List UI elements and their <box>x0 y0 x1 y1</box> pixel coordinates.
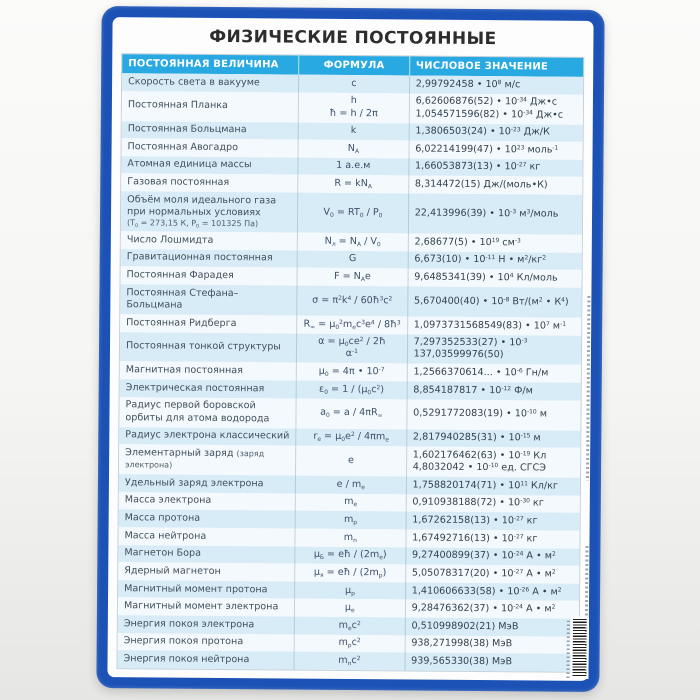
table-row <box>119 444 580 478</box>
table-row <box>121 191 582 235</box>
constant-formula: $\mu_e$ <box>294 599 406 618</box>
constant-name: Электрическая постоянная <box>125 381 265 395</box>
imprint-vertical-text <box>586 296 590 481</box>
constant-formula: $\sigma = \pi^2k^4$ / $60ħ^3c^2$ <box>296 286 408 317</box>
constant-formula: $m_ec^2$ <box>294 617 406 636</box>
constant-name: Масса протона <box>124 512 201 524</box>
constant-value: 6,62606876(52) • $10^{-34}$ Дж•с 1,054571596(82) • $10^{-34}$ Дж•с <box>415 95 564 121</box>
constant-formula: $\mu_я$ = eħ / $(2m_p)$ <box>294 564 406 583</box>
constant-formula: 1 а.е.м <box>297 157 409 176</box>
constant-formula: h ħ = h / 2π <box>298 92 410 123</box>
constant-name: Постоянная Авогадро <box>127 141 239 153</box>
constant-value: 1,2566370614... • $10^{-6}$ Гн/м <box>413 366 549 379</box>
constant-formula: $\alpha = \mu_0ce^2$ / 2ħ $\alpha^{-1}$ <box>296 333 408 364</box>
constant-value: 0,910938188(72) • $10^{-30}$ кг <box>412 496 544 509</box>
constant-value: 8,854187817 • $10^{-12}$ Ф/м <box>413 384 533 397</box>
constant-name: Постоянная Больцмана <box>127 123 247 136</box>
column-header-formula: ФОРМУЛА <box>298 56 410 76</box>
table-row <box>117 651 578 672</box>
constant-name: Постоянная тонкой структуры <box>125 340 281 353</box>
constant-name: Гравитационная постоянная <box>126 251 273 264</box>
constant-name: Энергия покоя протона <box>123 635 244 648</box>
constant-formula: $\mu_0 = 4\pi$ • $10^{-7}$ <box>296 363 408 382</box>
constant-value: 2,99792458 • $10^8$ м/с <box>415 78 521 90</box>
constant-name: Постоянная Стефана–Больцмана <box>126 286 239 311</box>
constant-formula: $F = N_Ae$ <box>297 268 409 287</box>
constant-name: Объём моля идеального газа при нормальных условиях ($T_0 = 273,15$ К, $P_0 = 101325$ Па) <box>126 193 277 230</box>
constant-value: 1,0973731568549(83) • $10^7$ $м^{-1}$ <box>413 319 567 332</box>
constant-formula: $r_e = \mu_0e^2 / 4\pi m_e$ <box>295 428 407 447</box>
constant-formula: $m_pc^2$ <box>294 634 406 653</box>
constant-value: 1,66053873(13) • $10^{-27}$ кг <box>415 160 541 173</box>
constant-formula: $m_n$ <box>295 529 407 548</box>
constant-name: Масса нейтрона <box>124 529 207 542</box>
constant-value: 6,673(10) • $10^{-11}$ Н • $м^2/кг^2$ <box>414 253 547 266</box>
constant-value: 1,67262158(13) • $10^{-27}$ кг <box>412 514 538 527</box>
constant-formula: $\mu_p$ <box>294 581 406 600</box>
constant-value: 9,6485341(39) • $10^4$ Кл/моль <box>414 271 558 284</box>
constant-value: 1,67492716(13) • $10^{-27}$ кг <box>412 532 538 545</box>
constant-value: 9,27400899(37) • $10^{-24}$ А • $м^2$ <box>411 549 556 562</box>
constant-formula: G <box>297 250 409 269</box>
constant-value: 1,410606633(58) • $10^{-26}$ А • $м^2$ <box>411 584 562 598</box>
column-header-value: ЧИСЛОВОЕ ЗНАЧЕНИЕ <box>415 60 549 73</box>
constant-name: Магнитная постоянная <box>125 364 243 377</box>
poster <box>96 6 604 692</box>
poster-title: ФИЗИЧЕСКИЕ ПОСТОЯННЫЕ <box>209 26 497 50</box>
constant-value: 2,68677(5) • $10^{19}$ $см^{-3}$ <box>414 236 521 249</box>
table-row <box>122 91 583 125</box>
constant-name: Масса электрона <box>124 494 212 507</box>
constant-formula: $m_nc^2$ <box>294 652 406 671</box>
constant-name: Радиус первой боровской орбиты для атома водорода <box>125 399 270 424</box>
constant-formula: c <box>298 75 410 94</box>
constant-formula: $a_0 = a / 4\pi R_\infty$ <box>295 398 407 429</box>
constant-name: Постоянная Фарадея <box>126 269 234 282</box>
table-row <box>120 332 581 366</box>
constant-value: 2,817940285(31) • $10^{-15}$ м <box>412 431 541 444</box>
constant-value: 6,02214199(47) • $10^{23}$ моль$^{-1}$ <box>415 143 559 156</box>
table-row <box>119 397 580 431</box>
table-body <box>117 73 583 672</box>
constant-value: 8,314472(15) Дж/(моль•К) <box>414 178 548 191</box>
constant-value: 938,271998(38) МэВ <box>411 637 513 650</box>
constant-formula: $\varepsilon_0 = 1 / (\mu_0c^2)$ <box>296 381 408 400</box>
constant-name: Энергия покоя нейтрона <box>123 653 250 666</box>
constant-name: Постоянная Ридберга <box>126 316 237 329</box>
constant-value: 939,565330(38) МэВ <box>411 655 513 668</box>
barcode-digits <box>566 621 569 679</box>
constant-name: Радиус электрона классический <box>125 429 290 442</box>
constant-formula: e / $m_e$ <box>295 476 407 495</box>
constant-name: Газовая постоянная <box>127 176 230 189</box>
constant-value: 0,5291772083(19) • $10^{-10}$ м <box>413 407 548 421</box>
constant-value: 9,28476362(37) • $10^{-24}$ А • $м^2$ <box>411 602 556 615</box>
constant-formula: $R_\infty = \mu_0^2m_ec^3e^4$ / $8ħ^3$ <box>296 315 408 334</box>
constant-formula: $m_e$ <box>295 493 407 512</box>
constants-table <box>116 53 584 673</box>
constant-formula: $m_p$ <box>295 511 407 530</box>
constant-name: Атомная единица массы <box>127 158 252 171</box>
constant-name: Ядерный магнетон <box>124 565 221 577</box>
constant-value: 5,05078317(20) • $10^{-27}$ А • $м^2$ <box>411 567 556 580</box>
constant-name: Постоянная Планка <box>127 99 228 112</box>
constant-name: Магнитный момент электрона <box>123 600 279 613</box>
constant-value: 22,413996(39) • $10^{-3}$ $м^3$/моль <box>414 207 559 220</box>
constant-name: Магнитный момент протона <box>124 582 268 595</box>
table-row <box>120 284 581 318</box>
constant-name: Удельный заряд электрона <box>124 476 264 490</box>
constant-formula: k <box>298 122 410 141</box>
poster-page <box>107 17 593 681</box>
constant-name: Скорость света в вакууме <box>128 75 260 88</box>
constant-value: 1,3806503(24) • $10^{-23}$ Дж/К <box>415 125 550 138</box>
constant-formula: $N_л = N_A / V_0$ <box>297 233 409 252</box>
column-header-constant: ПОСТОЯННАЯ ВЕЛИЧИНА <box>128 58 279 71</box>
constant-formula: $V_0 = RT_0 / P_0$ <box>297 193 409 234</box>
constant-formula: $N_A$ <box>298 140 410 159</box>
constant-formula: $\mu_Б$ = eħ / $(2m_e)$ <box>294 546 406 565</box>
constant-value: 1,602176462(63) • $10^{-19}$ Кл 4,8032042 • $10^{-10}$ ед. СГСЭ <box>412 449 547 474</box>
constant-formula: e <box>295 446 407 477</box>
constant-name: Энергия покоя электрона <box>123 617 255 631</box>
barcode <box>570 617 588 679</box>
constant-formula: $R = kN_A$ <box>297 175 409 194</box>
imprint-vertical-text <box>585 546 589 626</box>
constant-name: Элементарный заряд (заряд электрона) <box>125 447 265 470</box>
constant-name: Число Лошмидта <box>126 234 214 246</box>
constant-value: 5,670400(40) • $10^{-8}$ $Вт/(м^2$ • $К^4$) <box>413 295 569 308</box>
constant-value: 0,510998902(21) МэВ <box>411 620 519 633</box>
constant-value: 7,297352533(27) • $10^{-3}$ 137,03599976(50) <box>413 336 528 361</box>
constant-value: 1,758820174(71) • $10^{11}$ Кл/кг <box>412 479 558 492</box>
constant-name: Магнетон Бора <box>124 547 202 560</box>
